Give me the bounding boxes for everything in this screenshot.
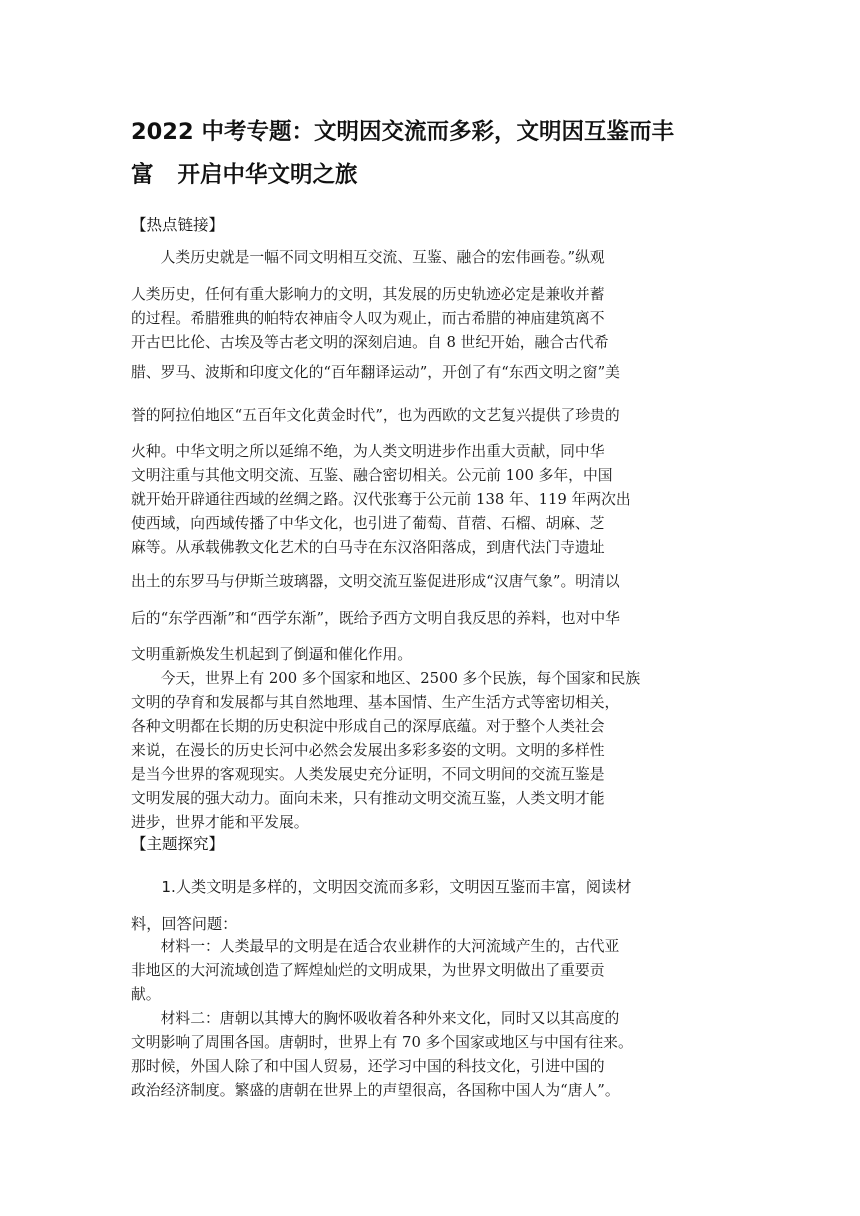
text-line: 那时候，外国人除了和中国人贸易，还学习中国的科技文化，引进中国的 [131,1058,605,1075]
title-line-2a: 富 [131,162,154,188]
text-line: 的过程。希腊雅典的帕特农神庙令人叹为观止，而古希腊的神庙建筑离不 [131,310,605,327]
section-heading-theme: 【主题探究】 [131,835,225,853]
text-line: 非地区的大河流域创造了辉煌灿烂的文明成果，为世界文明做出了重要贡 [131,962,605,979]
text-line: 就开始开辟通往西域的丝绸之路。汉代张骞于公元前 138 年、119 年两次出 [131,491,631,508]
text-line: 出土的东罗马与伊斯兰玻璃器，文明交流互鉴促进形成“汉唐气象”。明清以 [131,573,620,590]
text-line: 文明发展的强大动力。面向未来，只有推动文明交流互鉴，人类文明才能 [131,790,605,807]
text-line: 开古巴比伦、古埃及等古老文明的深刻启迪。自 8 世纪开始，融合古代希 [131,334,609,351]
text-line: 腊、罗马、波斯和印度文化的“百年翻译运动”，开创了有“东西文明之窗”美 [131,364,620,381]
title-line-2b: 开启中华文明之旅 [177,162,358,188]
section-heading-hot-link: 【热点链接】 [131,216,225,234]
text-line: 政治经济制度。繁盛的唐朝在世界上的声望很高，各国称中国人为“唐人”。 [131,1082,620,1099]
text-line: 人类历史，任何有重大影响力的文明，其发展的历史轨迹必定是兼收并蓄 [131,286,605,303]
text-line: 文明的孕育和发展都与其自然地理、基本国情、生产生活方式等密切相关， [131,694,620,711]
text-line: 是当今世界的客观现实。人类发展史充分证明，不同文明间的交流互鉴是 [131,766,605,783]
text-line: 人类历史就是一幅不同文明相互交流、互鉴、融合的宏伟画卷。”纵观 [131,249,605,266]
text-line: 今天，世界上有 200 多个国家和地区、2500 多个民族，每个国家和民族 [131,670,641,687]
text-line: 材料一：人类最早的文明是在适合农业耕作的大河流域产生的，古代亚 [131,938,620,955]
text-line: 各种文明都在长期的历史积淀中形成自己的深厚底蕴。对于整个人类社会 [131,718,605,735]
page-title [131,111,731,197]
text-line: 献。 [131,986,161,1003]
text-line: 1.人类文明是多样的，文明因交流而多彩，文明因互鉴而丰富，阅读材 [131,878,632,896]
title-line-1: 2022 中考专题：文明因交流而多彩，文明因互鉴而丰 [131,119,674,145]
text-line: 文明注重与其他文明交流、互鉴、融合密切相关。公元前 100 多年，中国 [131,467,613,484]
text-line: 麻等。从承载佛教文化艺术的白马寺在东汉洛阳落成，到唐代法门寺遗址 [131,539,605,556]
text-line: 进步，世界才能和平发展。 [131,814,309,831]
text-line: 文明重新焕发生机起到了倒逼和催化作用。 [131,646,413,663]
text-line: 誉的阿拉伯地区“五百年文化黄金时代”，也为西欧的文艺复兴提供了珍贵的 [131,407,620,424]
text-line: 火种。中华文明之所以延绵不绝，为人类文明进步作出重大贡献，同中华 [131,443,605,460]
text-line: 使西域，向西域传播了中华文化，也引进了葡萄、苜蓿、石榴、胡麻、芝 [131,515,605,532]
text-line: 文明影响了周围各国。唐朝时，世界上有 70 多个国家或地区与中国有往来。 [131,1034,633,1051]
text-line: 来说，在漫长的历史长河中必然会发展出多彩多姿的文明。文明的多样性 [131,742,605,759]
text-line: 材料二：唐朝以其博大的胸怀吸收着各种外来文化，同时又以其高度的 [131,1010,620,1027]
text-line: 后的“东学西渐”和“西学东渐”，既给予西方文明自我反思的养料，也对中华 [131,610,620,627]
text-line: 料，回答问题： [131,915,238,933]
